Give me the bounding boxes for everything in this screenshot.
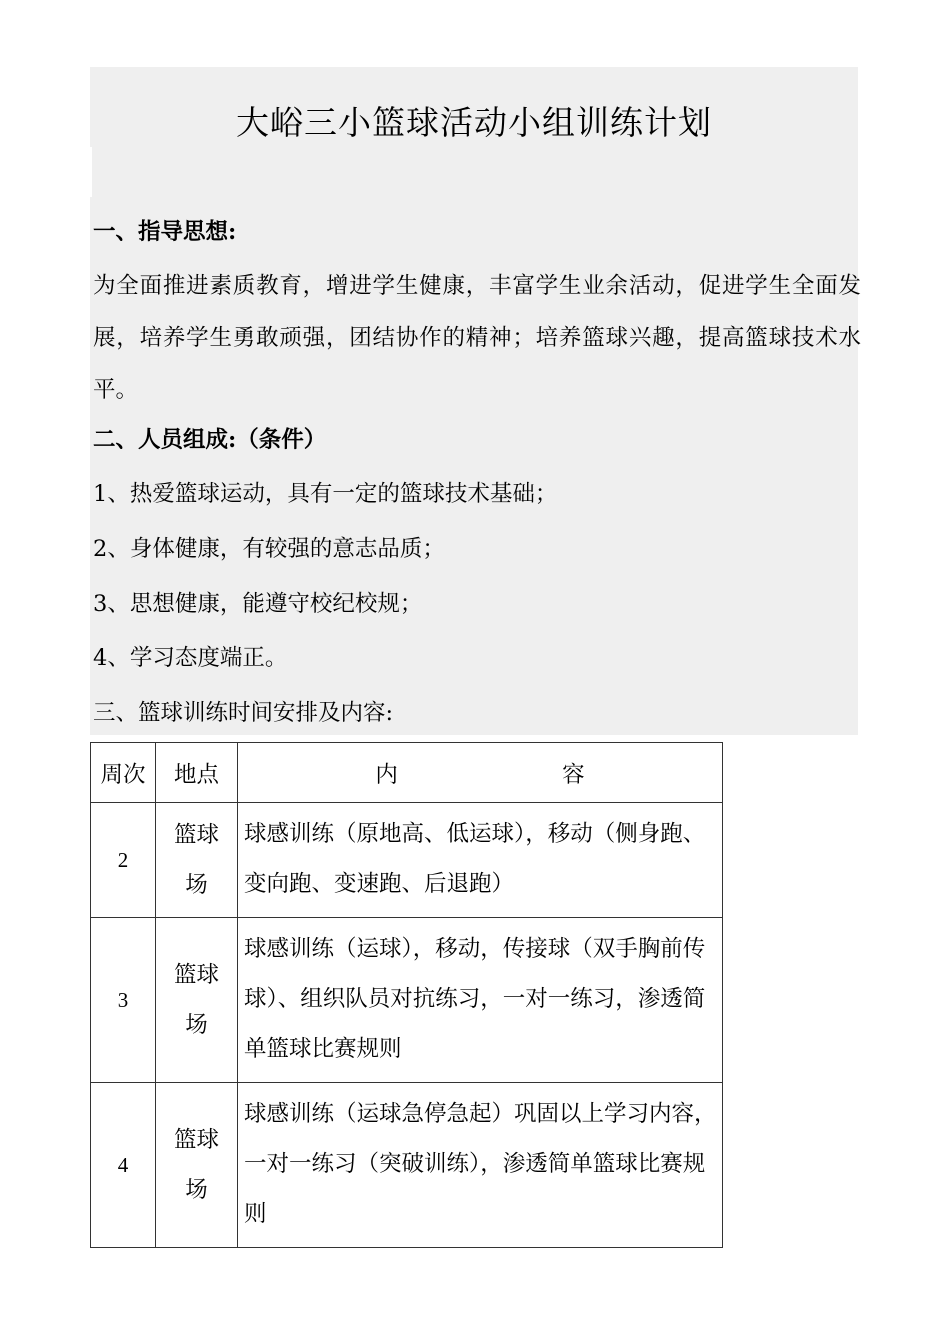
table-header-row — [91, 743, 723, 803]
row-content: 球感训练（运球），移动，传接球（双手胸前传球）、组织队员对抗练习，一对一练习，渗透简单篮球比赛规则 — [238, 918, 723, 1083]
requirement-item-2: 2、身体健康，有较强的意志品质； — [93, 536, 445, 562]
requirement-item-1: 1、热爱篮球运动，具有一定的篮球技术基础； — [93, 481, 558, 507]
row-place-line-1: 篮球 — [173, 962, 219, 988]
requirement-item-3: 3、思想健康，能遵守校纪校规； — [93, 591, 423, 617]
section2-heading: 二、人员组成:（条件） — [93, 427, 327, 453]
row-place — [156, 1083, 238, 1248]
section1-heading: 一、指导思想: — [93, 219, 237, 245]
row-week: 2 — [91, 803, 156, 918]
row-place-line-2: 场 — [185, 1012, 208, 1038]
section1-body: 为全面推进素质教育，增进学生健康，丰富学生业余活动，促进学生全面发展，培养学生勇敢顽强，团结协作的精神；培养篮球兴趣，提高篮球技术水平。 — [93, 273, 861, 403]
row-place-line-2: 场 — [185, 872, 208, 898]
table-row — [91, 1083, 723, 1248]
header-content-char-1: 内 — [375, 761, 398, 788]
row-place — [156, 918, 238, 1083]
table-row — [91, 918, 723, 1083]
header-content — [238, 743, 723, 803]
page-margin-notch — [86, 147, 92, 197]
requirement-item-4: 4、学习态度端正。 — [93, 645, 288, 671]
training-schedule-table — [90, 742, 723, 1248]
row-place-line-2: 场 — [185, 1177, 208, 1203]
row-content: 球感训练（原地高、低运球），移动（侧身跑、变向跑、变速跑、后退跑） — [238, 803, 723, 918]
row-place-line-1: 篮球 — [173, 822, 219, 848]
row-place-line-1: 篮球 — [173, 1127, 219, 1153]
row-place — [156, 803, 238, 918]
row-content: 球感训练（运球急停急起）巩固以上学习内容，一对一练习（突破训练），渗透简单篮球比赛规则 — [238, 1083, 723, 1248]
table-row — [91, 803, 723, 918]
row-week: 4 — [91, 1083, 156, 1248]
section3-heading: 三、篮球训练时间安排及内容: — [93, 700, 394, 726]
document-title: 大峪三小篮球活动小组训练计划 — [236, 103, 712, 142]
header-week: 周次 — [91, 743, 156, 803]
header-place: 地点 — [156, 743, 238, 803]
header-content-char-2: 容 — [562, 761, 585, 788]
row-week: 3 — [91, 918, 156, 1083]
